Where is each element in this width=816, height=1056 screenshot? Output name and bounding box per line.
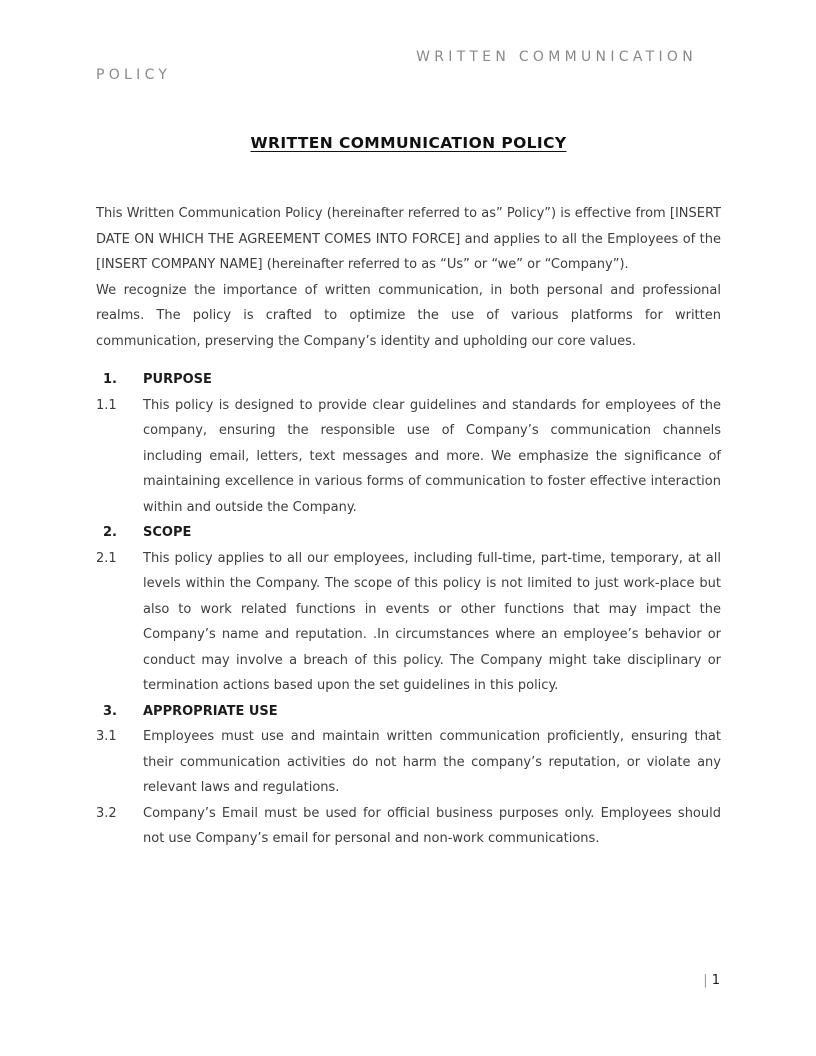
item-number: 3.2: [96, 805, 117, 821]
item-number: 1.1: [96, 397, 117, 413]
section-heading-purpose: [96, 367, 721, 393]
section-item: [96, 724, 721, 801]
section-item: [96, 546, 721, 699]
section-number: 3.: [103, 703, 117, 719]
item-text: This policy is designed to provide clear guidelines and standards for employees of the company, ensuring the responsible use of Company’s communication channels including email, letters, text messages and more. We emphasize the significance of maintaining excellence in various forms of communication to foster effective interaction within and outside the Company.: [143, 397, 721, 515]
intro-paragraph-1: This Written Communication Policy (hereinafter referred to as” Policy”) is effective from [INSERT DATE ON WHICH THE AGREEMENT COMES INTO FORCE] and applies to all the Employees of the [INSERT COMPANY NAME] (hereinafter referred to as “Us” or “we” or “Company”).: [96, 206, 721, 272]
item-number: 3.1: [96, 729, 117, 744]
section-label: SCOPE: [143, 525, 192, 540]
section-item: [96, 801, 721, 852]
page-footer: [703, 973, 720, 988]
header-line-1: WRITTEN COMMUNICATION: [416, 49, 697, 65]
section-label: APPROPRIATE USE: [143, 703, 278, 719]
item-text: Company’s Email must be used for official business purposes only. Employees should not use Company’s email for personal and non-work communications.: [143, 805, 721, 846]
item-text: This policy applies to all our employees, including full-time, part-time, temporary, at all levels within the Company. The scope of this policy is not limited to just work-place but also to work related functions in events or other functions that may impact the Company’s name and reputation. .In circumstances where an employee’s behavior or conduct may involve a breach of this policy. The Company might take disciplinary or termination actions based upon the set guidelines in this policy.: [143, 550, 721, 693]
section-item: [96, 393, 721, 521]
document-content: [96, 48, 721, 852]
footer-separator: |: [703, 973, 708, 988]
document-title-text: WRITTEN COMMUNICATION POLICY: [250, 134, 567, 152]
intro-paragraph-2: We recognize the importance of written communication, in both personal and professional realms. The policy is crafted to optimize the use of various platforms for written communication, preserving the Company’s identity and upholding our core values.: [96, 282, 721, 349]
header-line-2: POLICY: [96, 67, 172, 83]
section-number: 1.: [103, 372, 117, 387]
section-heading-appropriate-use: [96, 699, 721, 725]
item-number: 2.1: [96, 550, 117, 566]
page-header: [96, 48, 721, 84]
document-body: [96, 201, 721, 852]
section-heading-scope: [96, 520, 721, 546]
section-label: PURPOSE: [143, 372, 212, 387]
section-number: 2.: [103, 525, 117, 540]
document-title: [96, 134, 721, 152]
item-text: Employees must use and maintain written communication proficiently, ensuring that their communication activities do not harm the company’s reputation, or violate any relevant laws and regulations.: [143, 729, 721, 795]
footer-page-number: 1: [711, 973, 720, 988]
